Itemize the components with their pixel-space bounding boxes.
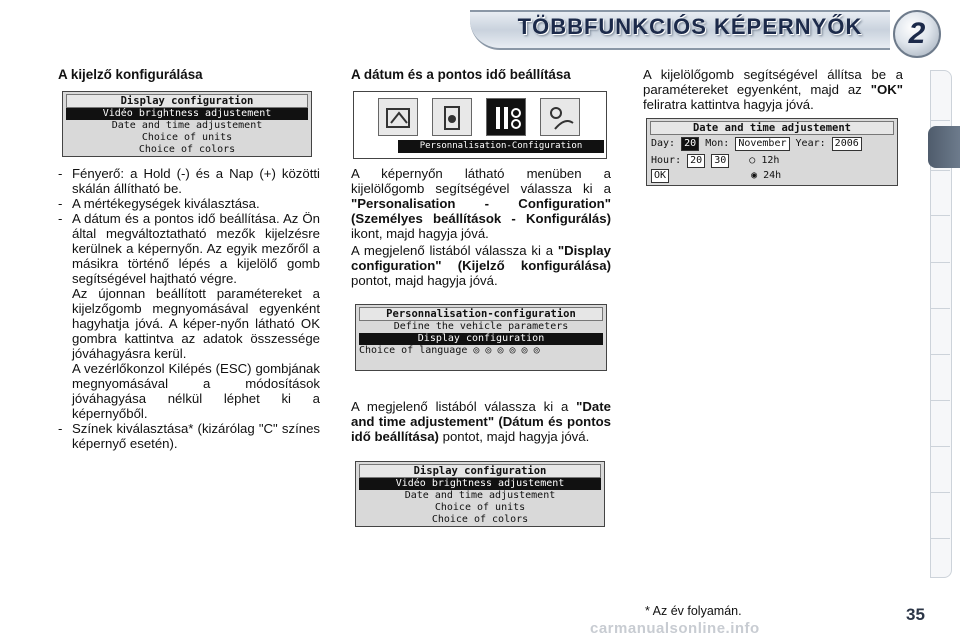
day-field: 20: [681, 137, 699, 151]
screen-row: Date and time adjustement: [111, 120, 263, 131]
option-24h: 24h: [763, 170, 782, 181]
tab-divider: [930, 308, 950, 309]
radio-24h-icon: ◉: [751, 170, 758, 181]
month-label: Mon:: [705, 138, 730, 149]
ok-row: [651, 169, 895, 183]
screen-row: Choice of colors: [431, 514, 529, 525]
tab-divider: [930, 354, 950, 355]
tab-divider: [930, 446, 950, 447]
screen-row: Display configuration: [359, 333, 603, 345]
paragraph: A kijelölőgomb segítségével állítsa be a paramétereket egyenként, majd az "OK" feliratra kattintva hagyja jóvá.: [643, 67, 903, 112]
date-row: [651, 137, 895, 151]
screen-row: Vidéo brightness adjustement: [359, 478, 601, 490]
option-12h: 12h: [761, 155, 780, 166]
year-field: 2006: [832, 137, 862, 151]
section-heading-date-time: A dátum és a pontos idő beállítása: [351, 67, 571, 82]
tab-divider: [930, 538, 950, 539]
tab-divider: [930, 400, 950, 401]
tab-divider: [930, 492, 950, 493]
hour-label: Hour:: [651, 155, 682, 166]
hour-field: 20: [687, 154, 705, 168]
display-config-screen: [62, 91, 312, 157]
screen-title: Personnalisation-configuration: [359, 307, 603, 321]
screen-title: Display configuration: [359, 464, 601, 478]
chapter-tab-active[interactable]: [928, 126, 960, 168]
date-time-screen: [646, 118, 898, 186]
paragraph: A megjelenő listából válassza ki a "Display configuration" (Kijelző konfigurálása) pontot, majd hagyja jóvá.: [351, 243, 611, 288]
footnote: * Az év folyamán.: [645, 604, 742, 618]
fuel-icon: [432, 98, 472, 136]
watermark: carmanualsonline.info: [590, 620, 760, 637]
year-label: Year:: [795, 138, 826, 149]
page-number: 35: [906, 605, 925, 624]
page-header: [0, 0, 960, 58]
radio-12h-icon: ○: [749, 155, 756, 166]
tab-divider: [930, 120, 950, 121]
display-config-list: [58, 166, 320, 451]
lighting-icon: [540, 98, 580, 136]
page-title: TÖBBFUNKCIÓS KÉPERNYŐK: [517, 14, 863, 39]
ok-field: OK: [651, 169, 669, 183]
section-heading-display-config: A kijelző konfigurálása: [58, 67, 203, 82]
list-item: - A mértékegységek kiválasztása.: [58, 196, 260, 211]
screen-title: Date and time adjustement: [650, 121, 894, 135]
tools-icon: [378, 98, 418, 136]
screen-row: Choice of units: [141, 132, 233, 143]
paragraph: A képernyőn látható menüben a kijelölőgomb segítségével válassza ki a "Personalisation - Configuration" (Személyes beállítások - Konfigurálás) ikont, majd hagyja jóvá.: [351, 166, 611, 241]
display-config-screen-2: [355, 461, 605, 527]
personalisation-config-screen: [355, 304, 607, 371]
time-row: [651, 154, 895, 168]
minute-field: 30: [711, 154, 729, 168]
settings-icon: [486, 98, 526, 136]
list-item: - Színek kiválasztása* (kizárólag "C" színes képernyő esetén).: [58, 421, 320, 451]
personalisation-icons-screen: [353, 91, 607, 159]
tab-divider: [930, 215, 950, 216]
month-field: November: [735, 137, 789, 151]
screen-row: Date and time adjustement: [404, 490, 556, 501]
list-item: - A dátum és a pontos idő beállítása. Az Ön által megváltoztatható mezők kijelzésre kerülnek a képernyőn. Az egyik mezőről a másikra történő lépés a kijelölő gomb segítségével hajtható végre.: [58, 211, 320, 286]
paragraph: A megjelenő listából válassza ki a "Date and time adjustement" (Dátum és pontos idő beállítása) pontot, majd hagyja jóvá.: [351, 399, 611, 444]
tab-divider: [930, 262, 950, 263]
screen-title: Display configuration: [66, 94, 308, 108]
list-paragraph: A vezérlőkonzol Kilépés (ESC) gombjának megnyomásával a módosítások jóváhagyása nélkül léphet ki a képernyőből.: [72, 361, 320, 421]
screen-row: Vidéo brightness adjustement: [66, 108, 308, 120]
chapter-badge: 2: [893, 10, 941, 58]
day-label: Day:: [651, 138, 676, 149]
list-item: - Fényerő: a Hold (-) és a Nap (+) közötti skálán állítható be.: [58, 166, 320, 196]
screen-row: Choice of units: [434, 502, 526, 513]
icons-selection-bar: Personnalisation-Configuration: [398, 140, 604, 153]
screen-row: Choice of language ◎ ◎ ◎ ◎ ◎ ◎: [359, 345, 540, 356]
tab-divider: [930, 170, 950, 171]
list-paragraph: Az újonnan beállított paramétereket a kijelzőgomb megnyomásával egyenként hagyhatja jóvá. A képer-nyőn látható OK gombra kattintva az adatok összessége jóváhagyásra kerül.: [72, 286, 320, 361]
screen-row: Choice of colors: [138, 144, 236, 155]
screen-row: Define the vehicle parameters: [393, 321, 569, 332]
